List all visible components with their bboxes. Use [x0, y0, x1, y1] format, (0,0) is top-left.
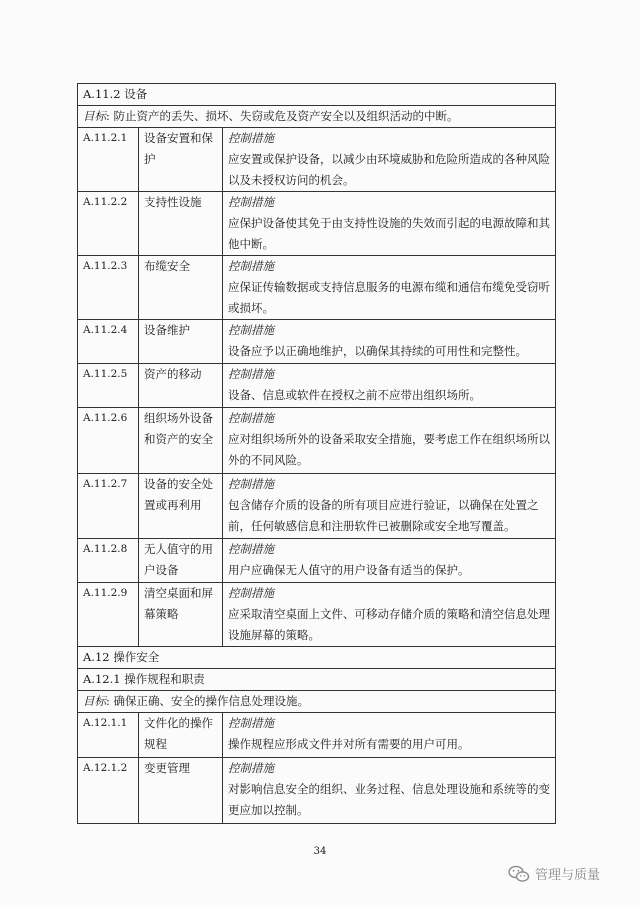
control-text: 操作规程应形成文件并对所有需要的用户可用。 — [228, 737, 470, 751]
control-text: 应安置或保护设备，以减少由环境威胁和危险所造成的各种风险以及未授权访问的机会。 — [228, 152, 550, 187]
control-row — [78, 320, 556, 364]
control-body — [223, 583, 556, 647]
control-text: 应保护设备使其免于由支持性设施的失效而引起的电源故障和其他中断。 — [228, 216, 550, 251]
control-code: A.11.2.6 — [78, 408, 139, 474]
control-code: A.11.2.4 — [78, 320, 139, 364]
control-text: 应采取清空桌面上文件、可移动存储介质的策略和清空信息处理设施屏幕的策略。 — [228, 607, 550, 642]
control-code: A.11.2.5 — [78, 364, 139, 408]
control-measure-label: 控制措施 — [228, 716, 274, 730]
section-header-row — [78, 669, 556, 691]
control-text: 应对组织场所外的设备采取安全措施，要考虑工作在组织场所以外的不同风险。 — [228, 432, 550, 467]
watermark — [508, 864, 600, 883]
control-body — [223, 474, 556, 539]
section-title: A.11.2 设备 — [78, 84, 556, 106]
objective — [78, 106, 556, 128]
control-body — [223, 320, 556, 364]
section-title: A.12 操作安全 — [78, 647, 556, 669]
control-row — [78, 364, 556, 408]
control-code: A.11.2.2 — [78, 192, 139, 256]
control-measure-label: 控制措施 — [228, 367, 274, 381]
objective-text: : 防止资产的丢失、损坏、失窃或危及资产安全以及组织活动的中断。 — [106, 109, 459, 123]
control-row — [78, 758, 556, 824]
control-text: 设备应予以正确地维护，以确保其持续的可用性和完整性。 — [228, 344, 527, 358]
controls-table — [77, 83, 556, 824]
wechat-icon — [508, 865, 530, 883]
control-text: 包含储存介质的设备的所有项目应进行验证，以确保在处置之前，任何敏感信息和注册软件已被删除或安全地写覆盖。 — [228, 498, 539, 533]
control-name: 组织场外设备和资产的安全 — [139, 408, 223, 474]
control-text: 应保证传输数据或支持信息服务的电源布缆和通信布缆免受窃听或损坏。 — [228, 280, 550, 315]
subsection-title: A.12.1 操作规程和职责 — [78, 669, 556, 691]
control-measure-label: 控制措施 — [228, 542, 274, 556]
control-row — [78, 539, 556, 583]
control-body — [223, 713, 556, 758]
control-code: A.11.2.3 — [78, 256, 139, 320]
objective-text: : 确保正确、安全的操作信息处理设施。 — [106, 694, 310, 708]
page-number: 34 — [313, 846, 327, 857]
control-measure-label: 控制措施 — [228, 131, 274, 145]
control-name: 布缆安全 — [139, 256, 223, 320]
control-text: 设备、信息或软件在授权之前不应带出组织场所。 — [228, 388, 481, 402]
objective-row — [78, 691, 556, 713]
control-measure-label: 控制措施 — [228, 761, 274, 775]
control-name: 资产的移动 — [139, 364, 223, 408]
control-body — [223, 539, 556, 583]
section-header-row — [78, 84, 556, 106]
objective-label: 目标 — [83, 694, 106, 708]
control-body — [223, 256, 556, 320]
objective-label: 目标 — [83, 109, 106, 123]
control-body — [223, 364, 556, 408]
control-name: 设备维护 — [139, 320, 223, 364]
control-code: A.11.2.8 — [78, 539, 139, 583]
control-name: 支持性设施 — [139, 192, 223, 256]
control-row — [78, 713, 556, 758]
control-name: 清空桌面和屏幕策略 — [139, 583, 223, 647]
control-row — [78, 474, 556, 539]
control-code: A.11.2.1 — [78, 128, 139, 192]
control-row — [78, 408, 556, 474]
control-measure-label: 控制措施 — [228, 259, 274, 273]
control-row — [78, 128, 556, 192]
control-code: A.12.1.1 — [78, 713, 139, 758]
control-body — [223, 758, 556, 824]
control-row — [78, 256, 556, 320]
section-header-row — [78, 647, 556, 669]
control-row — [78, 192, 556, 256]
control-measure-label: 控制措施 — [228, 586, 274, 600]
control-name: 变更管理 — [139, 758, 223, 824]
control-measure-label: 控制措施 — [228, 323, 274, 337]
control-code: A.12.1.2 — [78, 758, 139, 824]
control-measure-label: 控制措施 — [228, 195, 274, 209]
control-code: A.11.2.7 — [78, 474, 139, 539]
objective-row — [78, 106, 556, 128]
control-measure-label: 控制措施 — [228, 411, 274, 425]
control-name: 设备安置和保护 — [139, 128, 223, 192]
control-code: A.11.2.9 — [78, 583, 139, 647]
control-body — [223, 128, 556, 192]
control-measure-label: 控制措施 — [228, 477, 274, 491]
control-name: 设备的安全处置或再利用 — [139, 474, 223, 539]
control-text: 用户应确保无人值守的用户设备有适当的保护。 — [228, 563, 470, 577]
control-body — [223, 408, 556, 474]
control-name: 文件化的操作规程 — [139, 713, 223, 758]
control-name: 无人值守的用户设备 — [139, 539, 223, 583]
control-body — [223, 192, 556, 256]
control-row — [78, 583, 556, 647]
control-text: 对影响信息安全的组织、业务过程、信息处理设施和系统等的变更应加以控制。 — [228, 782, 550, 817]
watermark-text: 管理与质量 — [535, 868, 601, 883]
objective — [78, 691, 556, 713]
